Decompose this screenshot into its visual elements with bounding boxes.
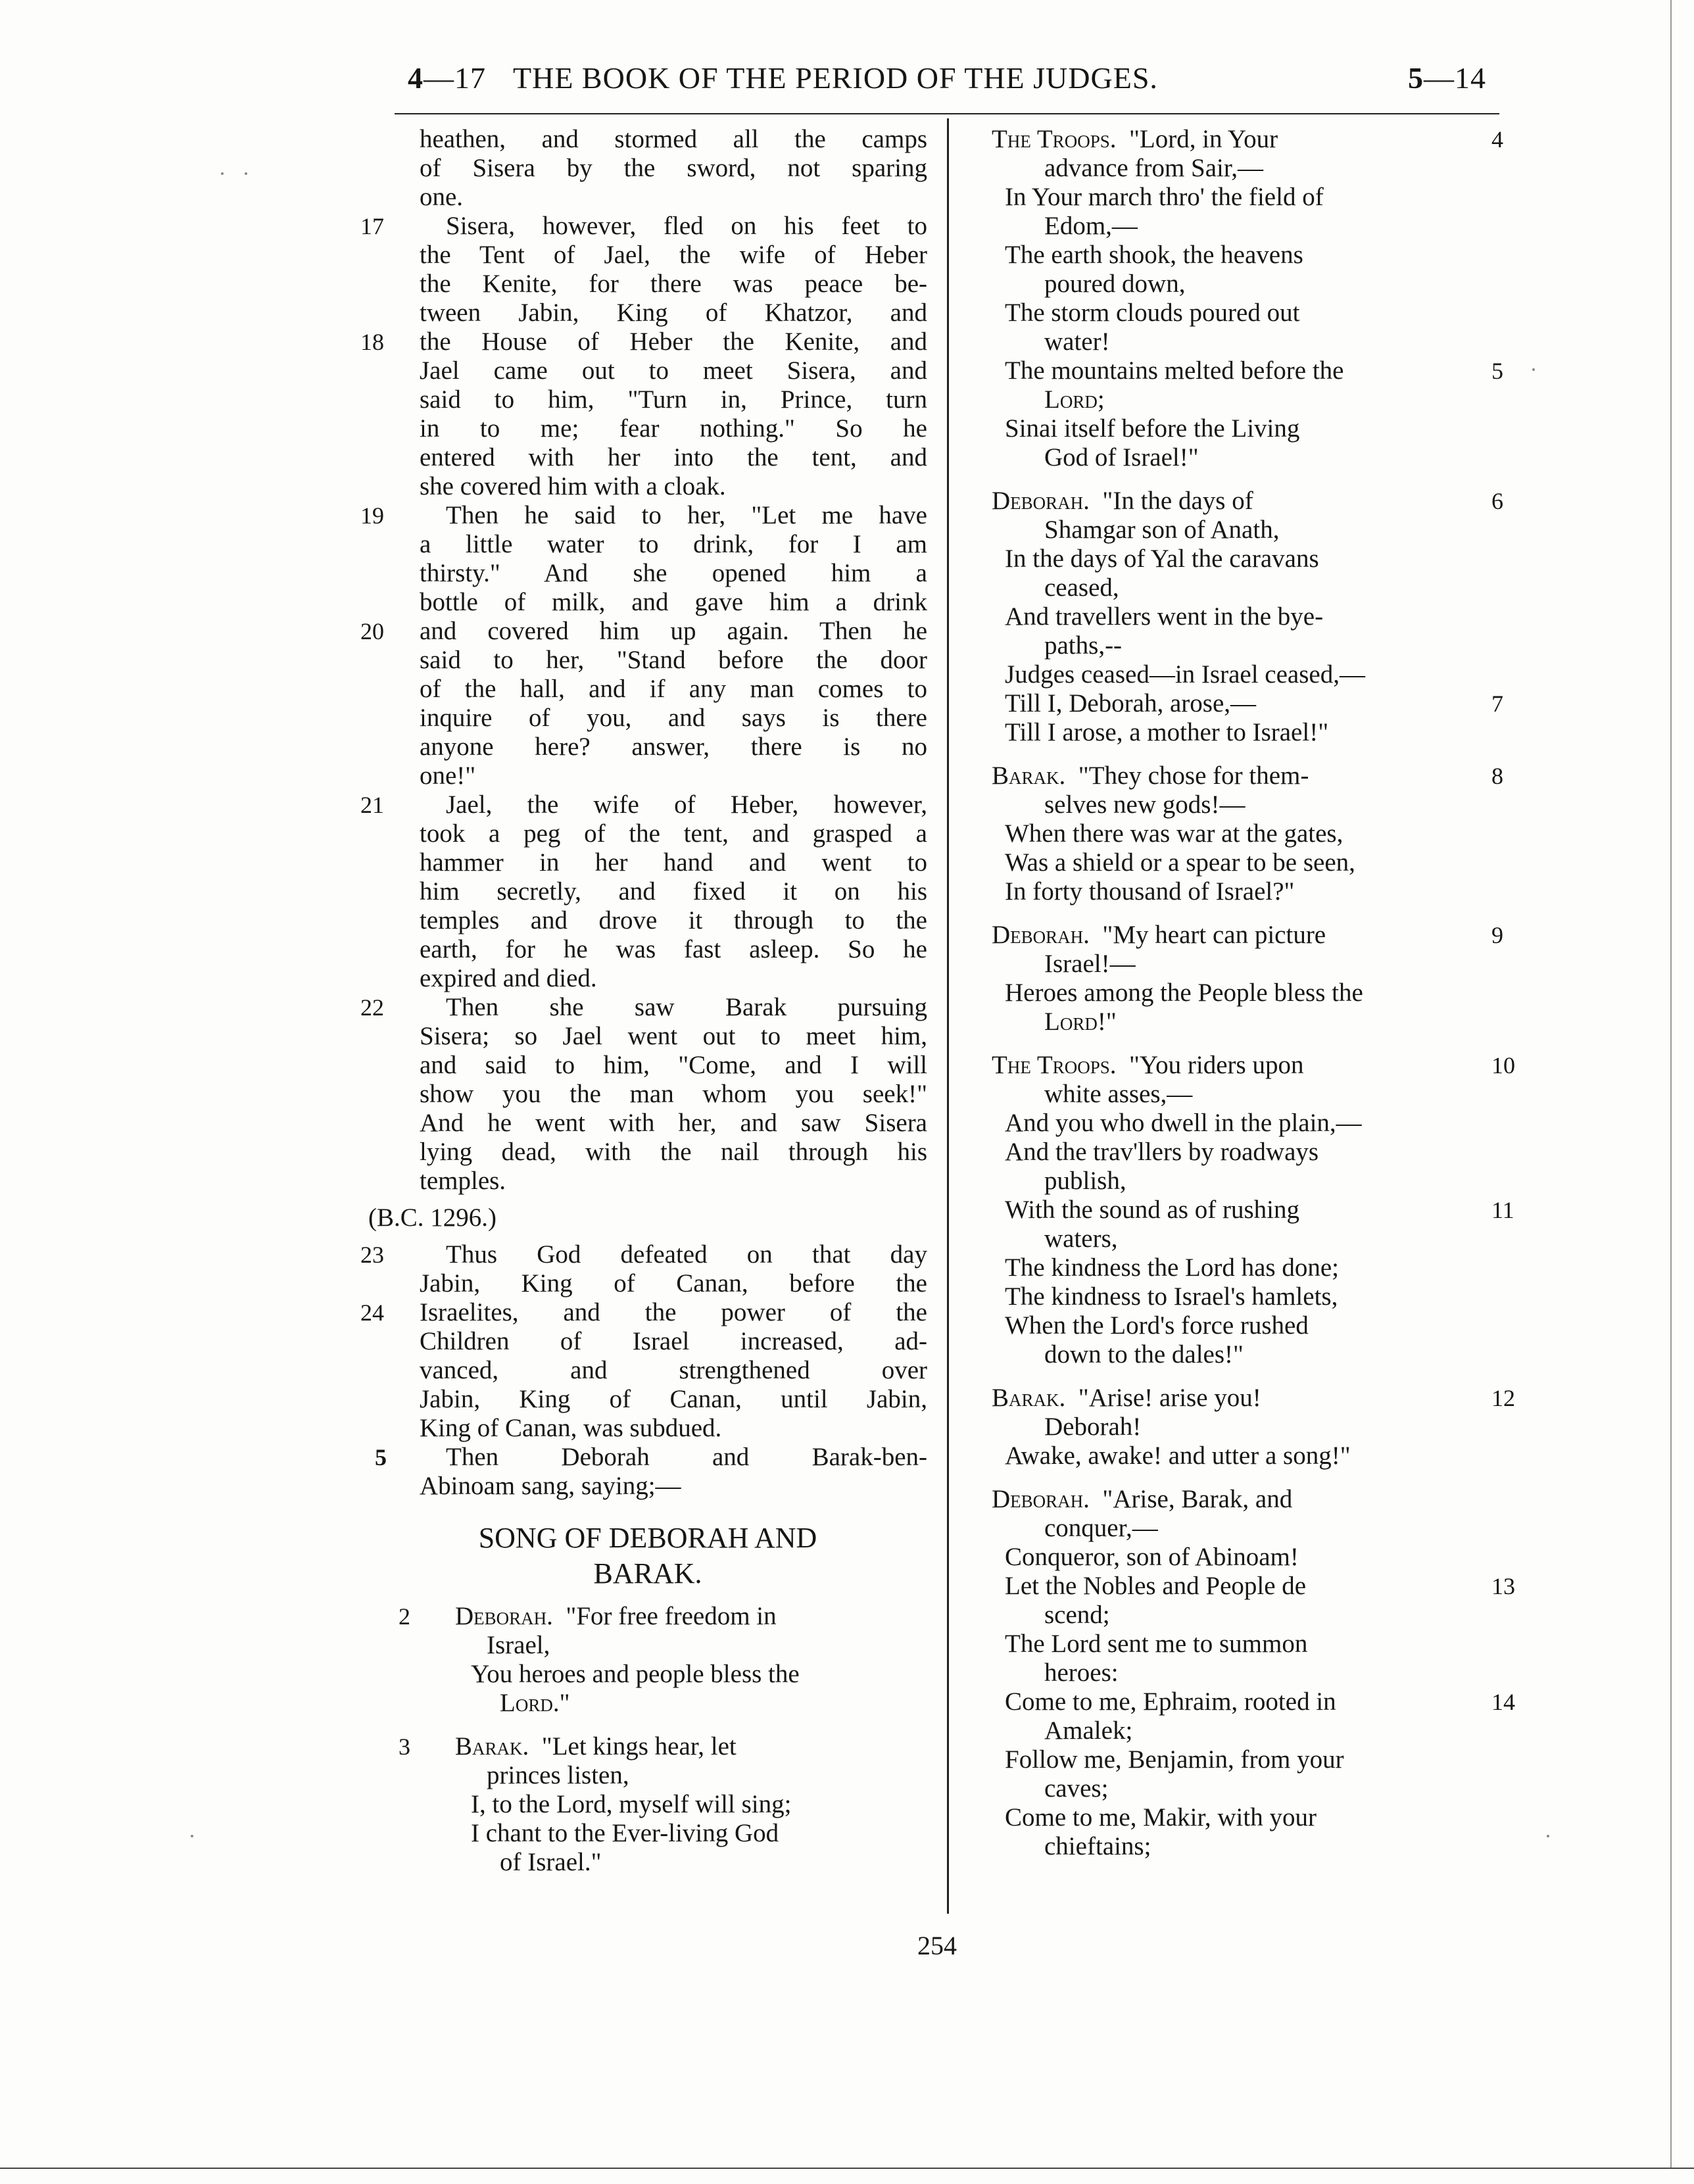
verse-number: 18 [360,329,384,355]
text-line: Heroes among the People bless the [1005,979,1363,1007]
text-line: she covered him with a cloak. [420,472,726,500]
scan-speck [1547,1835,1549,1837]
verse-line [992,1572,1518,1601]
text-line: Amalek; [1044,1716,1133,1745]
text-line: poured down, [1044,270,1186,298]
verse-number: 7 [1491,691,1503,717]
verse-number: 12 [1491,1385,1515,1411]
verse-number: 3 [399,1734,410,1760]
text-line: Lord." [500,1689,570,1717]
song-title-line: BARAK. [593,1557,702,1589]
text-line: And he went with her, and saw Sisera [420,1109,927,1137]
verse-line [360,617,927,646]
text-line: bottle of milk, and gave him a drink [420,588,927,616]
text-line: conquer,— [1044,1514,1158,1542]
text-line: Israel, [487,1631,550,1659]
verse-number: 4 [1491,126,1503,153]
verse-text: Then he said to her, "Let me have [446,501,927,529]
verse-text: "Lord, in Your [1128,125,1278,153]
text-line: Lord; [1044,385,1105,414]
verse-line [368,1443,927,1472]
right-column [992,125,1518,1861]
text-line: Abinoam sang, saying;— [420,1472,681,1500]
header-left-reference: 4—17 [408,61,486,95]
text-line: took a peg of the tent, and grasped a [420,819,927,848]
verse-line [992,762,1518,790]
text-line: inquire of you, and says is there [420,704,927,732]
speaker-label: Barak. [992,762,1066,790]
verse-text: Thus God defeated on that day [446,1240,927,1269]
text-line: And travellers went in the bye- [1005,602,1324,631]
text-line: paths,-- [1044,631,1123,660]
text-line: said to him, "Turn in, Prince, turn [420,385,927,414]
verse-line [360,212,927,241]
text-line: Sisera; so Jael went out to meet him, [420,1022,927,1050]
text-line: The storm clouds poured out [1005,299,1300,327]
text-line: God of Israel!" [1044,443,1199,472]
verse-number: 24 [360,1299,384,1326]
text-line: And the trav'llers by roadways [1005,1138,1319,1166]
verse-line [992,1051,1518,1080]
verse-text: The mountains melted before the [1005,356,1344,385]
date-note: (B.C. 1296.) [368,1203,496,1232]
verse-text: Come to me, Ephraim, rooted in [1005,1687,1336,1716]
verse-text: "They chose for them- [1078,762,1309,790]
text-line: princes listen, [487,1761,629,1789]
text-line: hammer in her hand and went to [420,848,927,877]
text-line: Jabin, King of Canan, before the [420,1269,927,1298]
running-header [408,61,1486,107]
text-line: Awake, awake! and utter a song!" [1005,1442,1351,1470]
text-line: The kindness the Lord has done; [1005,1253,1339,1282]
verse-text: "My heart can picture [1102,921,1326,949]
text-line: thirsty." And she opened him a [420,559,927,587]
text-line: the Tent of Jael, the wife of Heber [420,241,927,269]
text-line: The Lord sent me to summon [1005,1630,1308,1658]
text-line: Till I arose, a mother to Israel!" [1005,718,1329,746]
text-line: Lord!" [1044,1007,1117,1036]
verse-line [368,1732,927,1761]
verse-text: "In the days of [1102,487,1253,515]
text-line: of the hall, and if any man comes to [420,675,927,703]
text-line: When the Lord's force rushed [1005,1311,1309,1340]
verse-line [360,501,927,530]
header-title: THE BOOK OF THE PERIOD OF THE JUDGES. [513,61,1158,95]
text-line: ceased, [1044,573,1119,602]
text-line: one!" [420,762,476,790]
text-line: the Kenite, for there was peace be- [420,270,927,298]
verse-line [368,1602,927,1631]
verse-line [360,790,927,819]
text-line: King of Canan, was subdued. [420,1414,722,1442]
verse-line [992,921,1518,950]
verse-number: 17 [360,213,384,239]
verse-text: "Arise! arise you! [1078,1384,1261,1412]
text-line: Deborah! [1044,1413,1142,1441]
verse-number: 6 [1491,488,1503,514]
scan-speck [221,172,224,175]
text-line: In the days of Yal the caravans [1005,545,1319,573]
verse-text: "For free freedom in [566,1602,777,1630]
text-line: him secretly, and fixed it on his [420,877,927,906]
speaker-label: The Troops. [992,1051,1117,1079]
text-line: Jael came out to meet Sisera, and [420,356,927,385]
speaker-label: Barak. [455,1732,529,1760]
text-line: Was a shield or a spear to be seen, [1005,848,1355,877]
text-line: of Sisera by the sword, not sparing [420,154,927,182]
text-line: of Israel." [500,1848,602,1876]
chapter-number: 5 [375,1444,387,1470]
text-line: temples and drove it through to the [420,906,927,934]
verse-number: 21 [360,792,384,818]
text-line: Judges ceased—in Israel ceased,— [1005,660,1365,689]
left-column [360,125,927,1877]
text-line: show you the man whom you seek!" [420,1080,927,1108]
verse-text: Israelites, and the power of the [420,1298,927,1326]
verse-number: 11 [1491,1197,1514,1223]
verse-line [360,1240,927,1269]
header-rule [395,113,1499,114]
verse-text: "Arise, Barak, and [1102,1485,1293,1513]
text-line: In Your march thro' the field of [1005,183,1324,211]
verse-line [992,125,1518,154]
text-line: said to her, "Stand before the door [420,646,927,674]
verse-line [360,328,927,356]
text-line: white asses,— [1044,1080,1193,1108]
verse-line [992,1196,1518,1225]
verse-text: Sisera, however, fled on his feet to [446,212,927,240]
speaker-label: Deborah. [992,1485,1090,1513]
verse-number: 14 [1491,1689,1515,1715]
text-line: expired and died. [420,964,597,992]
verse-text: and covered him up again. Then he [420,617,927,645]
text-line: anyone here? answer, there is no [420,733,927,761]
text-line: water! [1044,328,1110,356]
text-line: Follow me, Benjamin, from your [1005,1745,1344,1774]
text-line: When there was war at the gates, [1005,819,1343,848]
verse-line [992,1384,1518,1413]
verse-text: Till I, Deborah, arose,— [1005,689,1257,717]
speaker-label: Deborah. [992,921,1090,949]
text-line: Jabin, King of Canan, until Jabin, [420,1385,927,1413]
verse-number: 10 [1491,1052,1515,1079]
text-line: waters, [1044,1225,1118,1253]
text-line: advance from Sair,— [1044,154,1264,182]
text-line: lying dead, with the nail through his [420,1138,927,1166]
verse-number: 5 [1491,358,1503,384]
speaker-label: Deborah. [992,487,1090,515]
text-line: and said to him, "Come, and I will [420,1051,927,1079]
verse-line [992,1485,1518,1514]
verse-text: Jael, the wife of Heber, however, [446,790,927,819]
verse-number: 23 [360,1242,384,1268]
text-line: chieftains; [1044,1832,1151,1860]
text-line: I chant to the Ever-living God [471,1819,779,1847]
column-divider [947,118,949,1914]
text-line: And you who dwell in the plain,— [1005,1109,1362,1137]
verse-line [992,356,1518,385]
scan-speck [1532,368,1535,371]
text-line: Israel!— [1044,950,1136,978]
verse-text: Let the Nobles and People de [1005,1572,1307,1600]
header-right-reference: 5—14 [1408,61,1486,95]
page-number: 254 [917,1931,957,1960]
scan-speck [191,1835,193,1837]
verse-number: 22 [360,994,384,1021]
text-line: Children of Israel increased, ad- [420,1327,927,1355]
verse-line [360,1298,927,1327]
text-line: Sinai itself before the Living [1005,414,1300,443]
text-line: You heroes and people bless the [471,1660,800,1688]
text-line: Conqueror, son of Abinoam! [1005,1543,1299,1571]
verse-number: 19 [360,502,384,529]
verse-number: 13 [1491,1573,1515,1599]
text-line: heathen, and stormed all the camps [420,125,927,153]
song-heading [368,1520,927,1591]
text-line: tween Jabin, King of Khatzor, and [420,299,927,327]
verse-number: 9 [1491,922,1503,948]
speaker-label: The Troops. [992,125,1117,153]
verse-number: 8 [1491,763,1503,789]
text-line: publish, [1044,1167,1126,1195]
song-title-line: SONG OF DEBORAH AND [478,1522,817,1554]
verse-number: 20 [360,618,384,644]
text-line: The kindness to Israel's hamlets, [1005,1282,1338,1311]
verse-text: the House of Heber the Kenite, and [420,328,927,356]
verse-line [992,487,1518,516]
text-line: selves new gods!— [1044,790,1246,819]
verse-line [992,689,1518,718]
text-line: vanced, and strengthened over [420,1356,927,1384]
text-line: heroes: [1044,1659,1119,1687]
text-line: Edom,— [1044,212,1138,240]
text-line: in to me; fear nothing." So he [420,414,927,443]
text-line: Come to me, Makir, with your [1005,1803,1317,1832]
verse-text: "You riders upon [1128,1051,1304,1079]
verse-line [992,1687,1518,1716]
text-line: caves; [1044,1774,1109,1803]
verse-number: 2 [399,1603,410,1630]
speaker-label: Deborah. [455,1602,553,1630]
verse-text: Then Deborah and Barak-ben- [446,1443,927,1471]
text-line: one. [420,183,464,211]
verse-line [360,993,927,1022]
text-line: I, to the Lord, myself will sing; [471,1790,792,1818]
text-line: earth, for he was fast asleep. So he [420,935,927,963]
verse-text: With the sound as of rushing [1005,1196,1299,1224]
page-edge [1670,0,1672,2168]
verse-text: Then she saw Barak pursuing [446,993,927,1021]
speaker-label: Barak. [992,1384,1066,1412]
text-line: Shamgar son of Anath, [1044,516,1280,544]
text-line: a little water to drink, for I am [420,530,927,558]
text-line: down to the dales!" [1044,1340,1244,1369]
text-line: In forty thousand of Israel?" [1005,877,1295,906]
page-bottom-edge [0,2168,1694,2169]
scan-speck [245,172,247,175]
text-line: temples. [420,1167,506,1195]
text-line: entered with her into the tent, and [420,443,927,472]
text-line: The earth shook, the heavens [1005,241,1303,269]
text-line: scend; [1044,1601,1110,1629]
verse-text: "Let kings hear, let [541,1732,737,1760]
